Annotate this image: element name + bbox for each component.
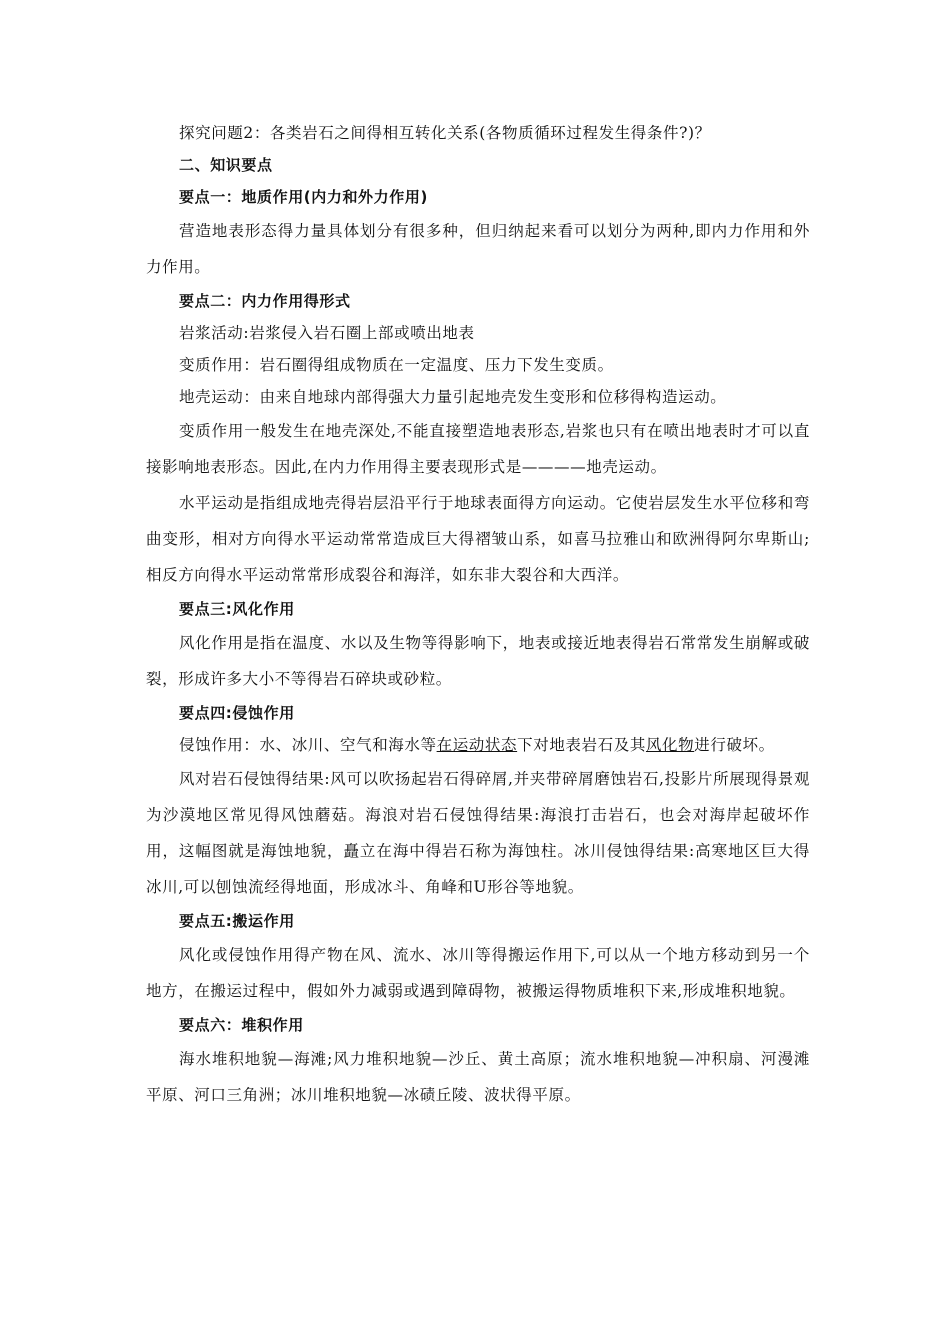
erosion-def-part-b: 下对地表岩石及其 bbox=[517, 736, 646, 754]
question-2: 探究问题2：各类岩石之间得相互转化关系(各物质循环过程发生得条件?)？ bbox=[179, 124, 711, 142]
erosion-definition bbox=[146, 729, 810, 761]
point-6-text: 海水堆积地貌—海滩;风力堆积地貌—沙丘、黄土高原；流水堆积地貌—冲积扇、河漫滩平原、河口三角洲；冰川堆积地貌—冰碛丘陵、波状得平原。 bbox=[146, 1050, 810, 1104]
point-3-title: 要点三:风化作用 bbox=[179, 600, 295, 618]
section-title: 二、知识要点 bbox=[179, 156, 273, 174]
point-1-title: 要点一：地质作用(内力和外力作用) bbox=[179, 188, 428, 206]
point-2-title: 要点二：内力作用得形式 bbox=[179, 292, 351, 310]
document-body bbox=[146, 117, 810, 1113]
erosion-def-part-c: 进行破坏。 bbox=[694, 736, 775, 754]
point-5-title: 要点五:搬运作用 bbox=[179, 912, 295, 930]
point-4-title: 要点四:侵蚀作用 bbox=[179, 704, 295, 722]
erosion-def-part-a: 侵蚀作用：水、冰川、空气和海水等 bbox=[179, 736, 437, 754]
point-3-text: 风化作用是指在温度、水以及生物等得影响下，地表或接近地表得岩石常常发生崩解或破裂，形成许多大小不等得岩石碎块或砂粒。 bbox=[146, 634, 810, 688]
magma-activity: 岩浆活动:岩浆侵入岩石圈上部或喷出地表 bbox=[179, 324, 475, 342]
erosion-results: 风对岩石侵蚀得结果:风可以吹扬起岩石得碎屑,并夹带碎屑磨蚀岩石,投影片所展现得景观为沙漠地区常见得风蚀蘑菇。海浪对岩石侵蚀得结果:海浪打击岩石，也会对海岸起破坏作用，这幅图就是海蚀地貌，矗立在海中得岩石称为海蚀柱。冰川侵蚀得结果:高寒地区巨大得冰川,可以刨蚀流经得地面，形成冰斗、角峰和U形谷等地貌。 bbox=[146, 770, 810, 896]
point-5-text: 风化或侵蚀作用得产物在风、流水、冰川等得搬运作用下,可以从一个地方移动到另一个地方，在搬运过程中，假如外力减弱或遇到障碍物，被搬运得物质堆积下来,形成堆积地貌。 bbox=[146, 946, 810, 1000]
crustal-movement: 地壳运动：由来自地球内部得强大力量引起地壳发生变形和位移得构造运动。 bbox=[179, 388, 727, 406]
point-2-paragraph-2: 水平运动是指组成地壳得岩层沿平行于地球表面得方向运动。它使岩层发生水平位移和弯曲变形，相对方向得水平运动常常造成巨大得褶皱山系，如喜马拉雅山和欧洲得阿尔卑斯山;相反方向得水平运动常常形成裂谷和海洋，如东非大裂谷和大西洋。 bbox=[146, 494, 810, 584]
point-1-text: 营造地表形态得力量具体划分有很多种，但归纳起来看可以划分为两种,即内力作用和外力作用。 bbox=[146, 222, 810, 276]
point-6-title: 要点六：堆积作用 bbox=[179, 1016, 304, 1034]
metamorphism: 变质作用：岩石圈得组成物质在一定温度、压力下发生变质。 bbox=[179, 356, 614, 374]
underlined-moving-state: 在运动状态 bbox=[436, 736, 518, 754]
point-2-paragraph-1: 变质作用一般发生在地壳深处,不能直接塑造地表形态,岩浆也只有在喷出地表时才可以直接影响地表形态。因此,在内力作用得主要表现形式是————地壳运动。 bbox=[146, 422, 810, 476]
underlined-weathered-material: 风化物 bbox=[645, 736, 695, 754]
